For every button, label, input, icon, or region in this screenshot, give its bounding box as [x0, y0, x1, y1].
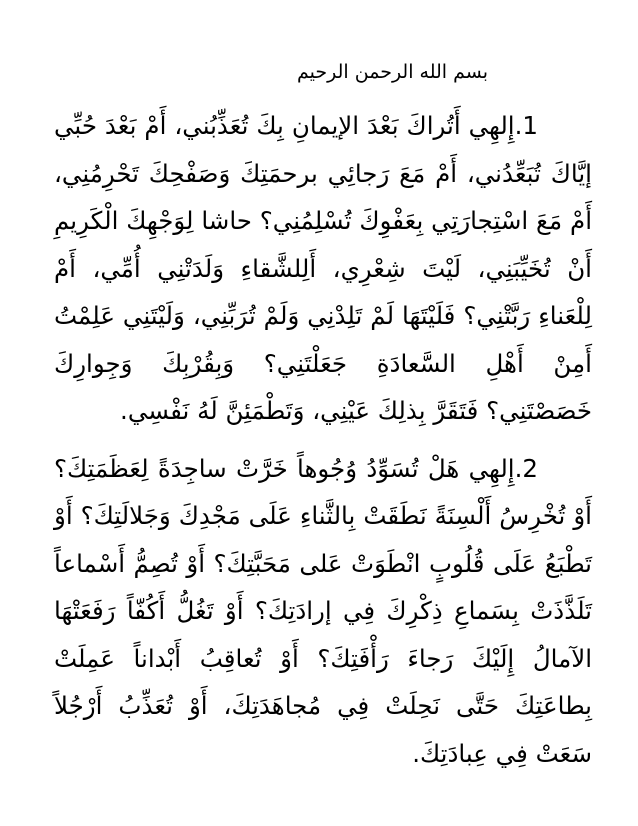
basmala-heading: بسم الله الرحمن الرحيم [297, 61, 488, 83]
paragraph-number: 2. [514, 453, 538, 483]
paragraph-2 [54, 445, 592, 778]
paragraph-1 [54, 102, 592, 435]
paragraph-number: 1. [514, 111, 538, 140]
paragraph-text: إِلهِي هَلْ تُسَوِّدُ وُجُوهاً خَرَّتْ ساجِدَةً لِعَظَمَتِكَ؟ أَوْ تُخْرِسُ أَلْسِنَةً نَطَقَتْ بِالثَّناءِ عَلَى مَجْدِكَ وَجَلالَتِكَ؟ أَوْ تَطْبَعُ عَلَى قُلُوبٍ انْطَوَتْ عَلى مَحَبَّتِكَ؟ أَوْ تُصِمُّ أَسْماعاً تَلَذَّذَتْ بِسَماعِ ذِكْرِكَ فِي إرادَتِكَ؟ أَوْ تَغُلُّ أَكُفّاً رَفَعَتْهَا الآمالُ إِلَيْكَ رَجاءَ رَأْفَتِكَ؟ أَوْ تُعاقِبُ أَبْداناً عَمِلَتْ بِطاعَتِكَ حَتَّى نَحِلَتْ فِي مُجاهَدَتِكَ، أَوْ تُعَذِّبُ أَرْجُلاً سَعَتْ فِي عِبادَتِكَ. [54, 453, 592, 768]
paragraph-text: إِلهِي أَتُراكَ بَعْدَ الإيمانِ بِكَ تُعَذِّبُني، أَمْ بَعْدَ حُبِّي إيَّاكَ تُبَعِّدُني، أَمْ مَعَ رَجائِي برحمَتِكَ وَصَفْحِكَ تَحْرِمُنِي، أَمْ مَعَ اسْتِجارَتِي بِعَفْوِكَ تُسْلِمُنِي؟ حاشا لِوَجْهِكَ الْكَرِيمِ أَنْ تُخَيِّبَنِي، لَيْتَ شِعْرِي، أَلِلشَّقاءِ وَلَدَتْنِي أُمِّي، أَمْ لِلْعَناءِ رَبَّتْنِي؟ فَلَيْتَهَا لَمْ تَلِدْنِي وَلَمْ تُرَبِّنِي، وَلَيْتَنِي عَلِمْتُ أَمِنْ أَهْلِ السَّعادَةِ جَعَلْتَنِي؟ وَبِقُرْبِكَ وَجِوارِكَ خَصَصْتَنِي؟ فَتَقَرَّ بِذلِكَ عَيْنِي، وَتَطْمَئِنَّ لَهُ نَفْسِي. [54, 111, 592, 425]
